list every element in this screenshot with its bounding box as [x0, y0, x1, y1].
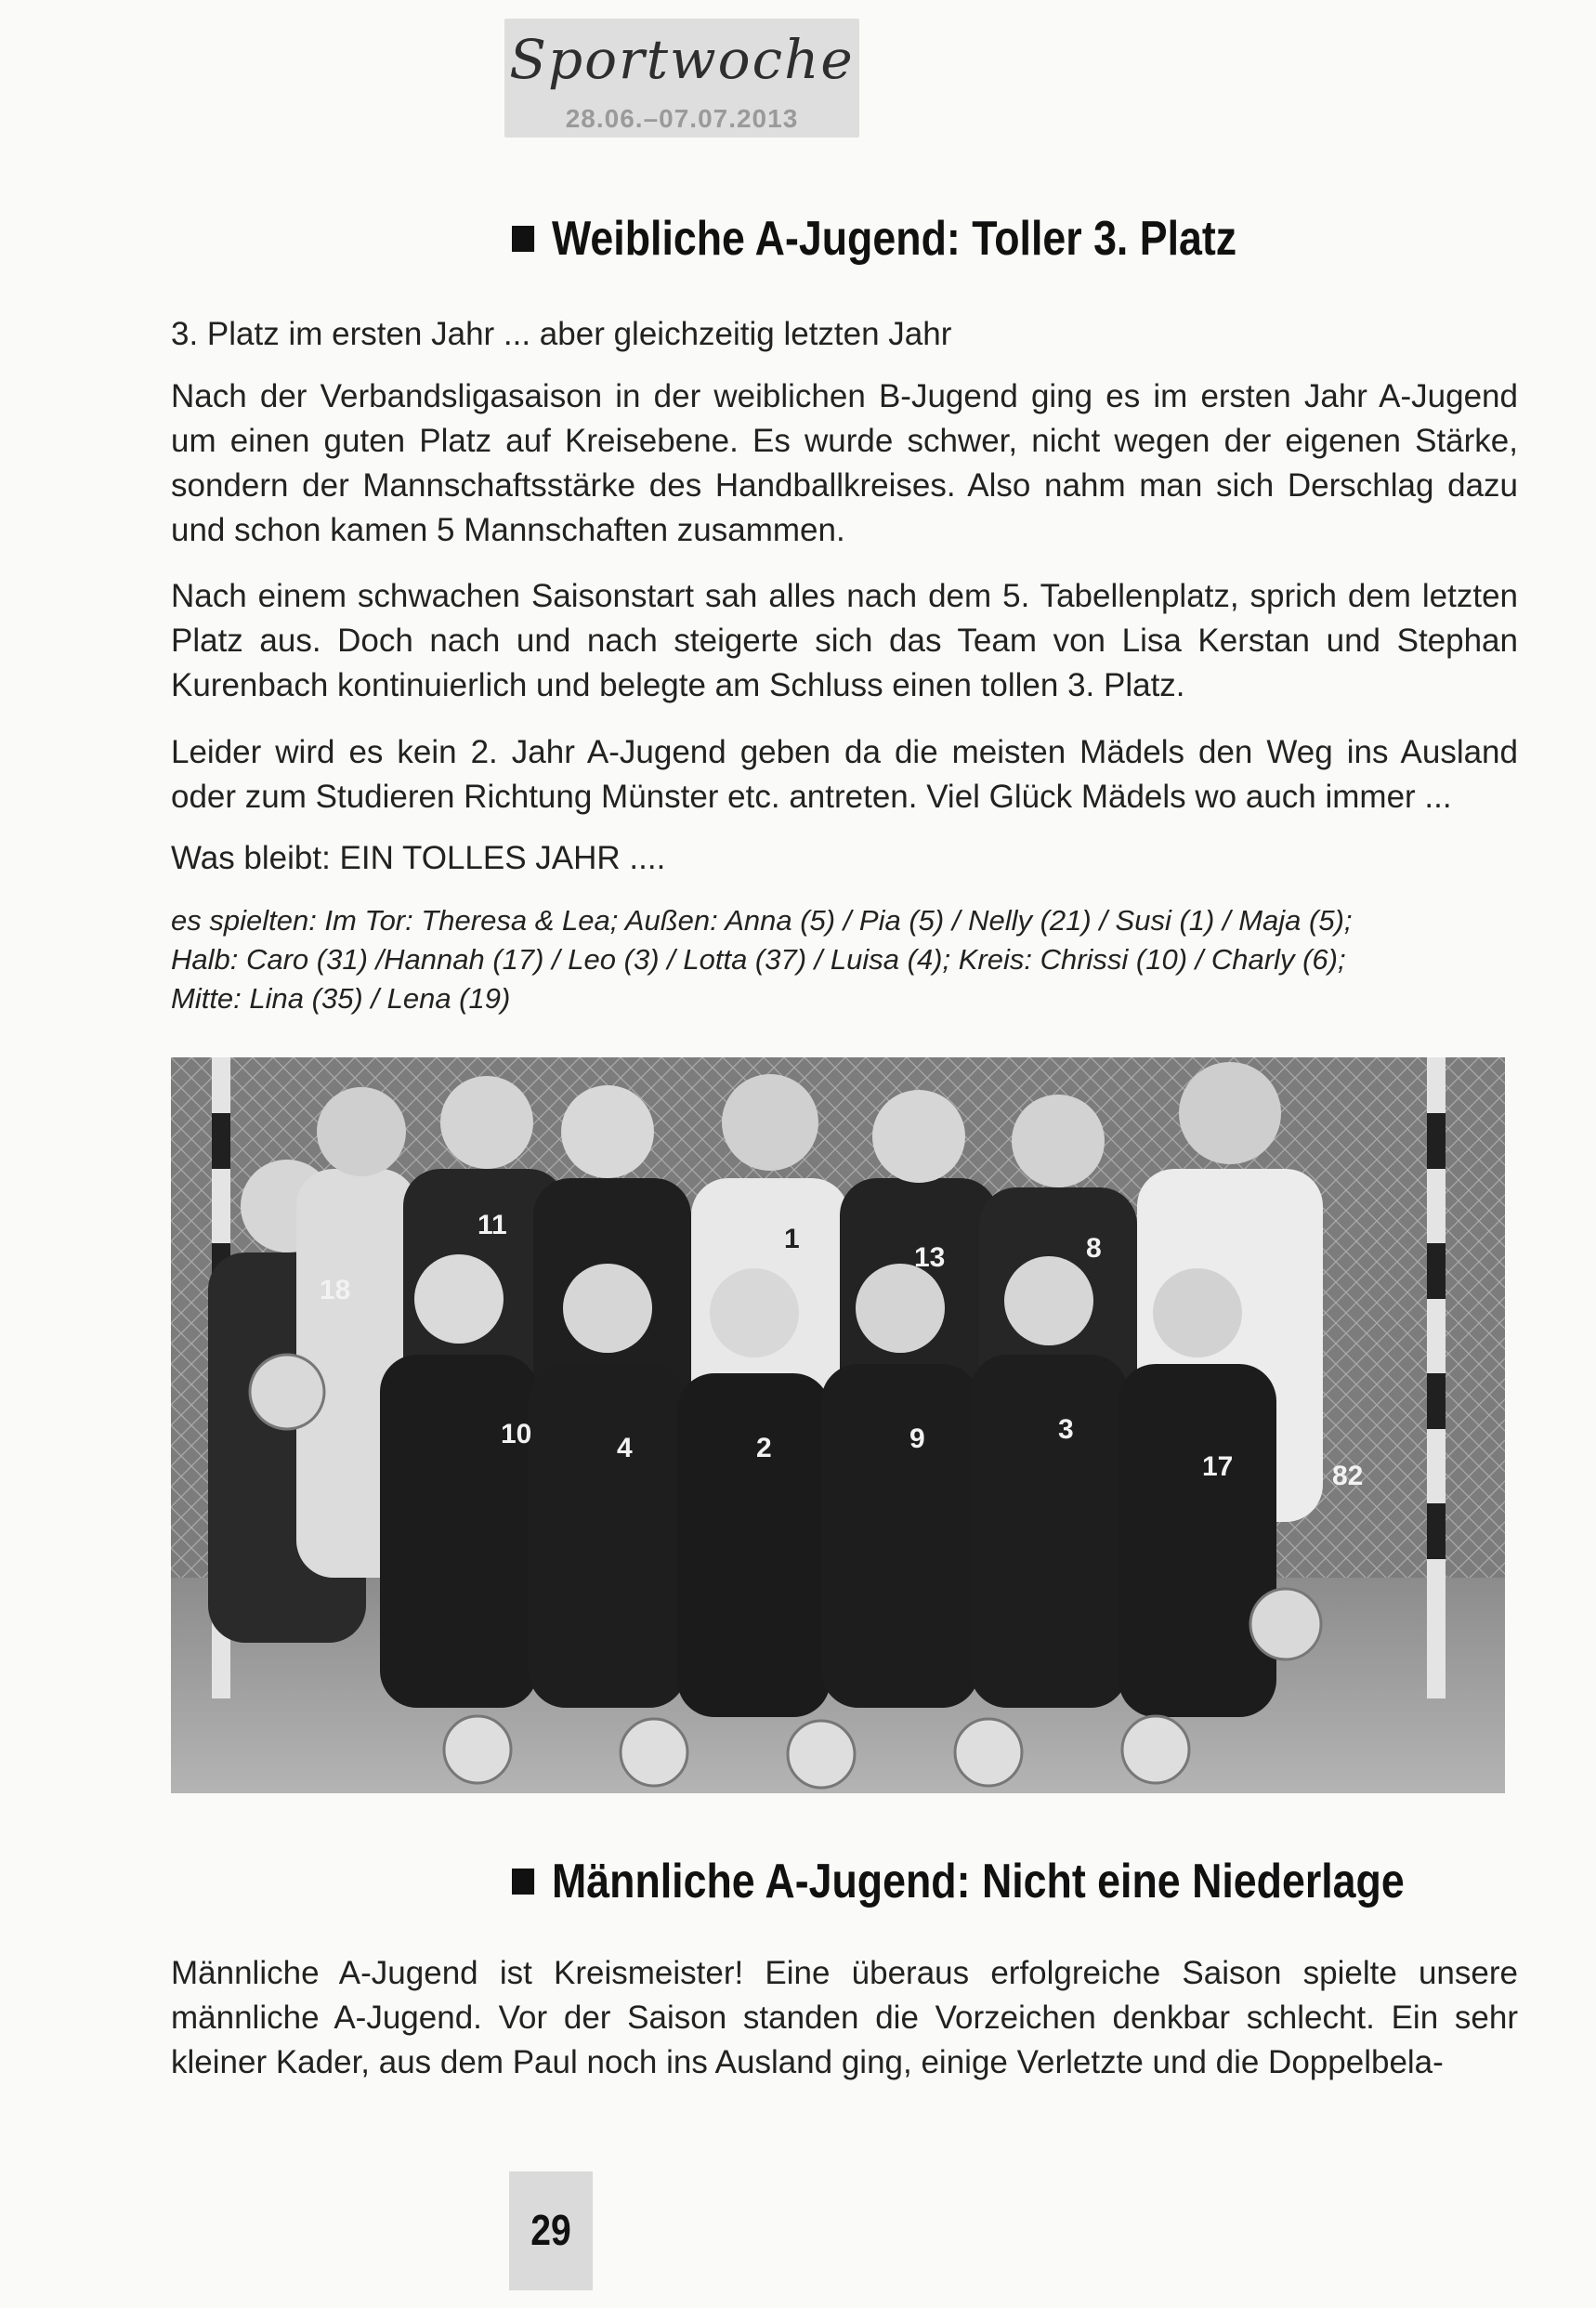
section1-paragraph-3: Leider wird es kein 2. Jahr A-Jugend geben da die meisten Mädels den Weg ins Ausland oder zum Studieren Richtung Münster etc. antreten. Viel Glück Mädels wo auch immer ... — [171, 734, 1518, 815]
section1-paragraph-2: Nach einem schwachen Saisonstart sah alles nach dem 5. Tabellenplatz, sprich dem letzten Platz aus. Doch nach und nach steigerte sich das Team von Lisa Kerstan und Stephan Kurenbach kontinuierlich und belegte am Schluss einen tollen 3. Platz. — [171, 578, 1518, 703]
jersey-number: 8 — [1086, 1233, 1102, 1264]
header-title: Sportwoche — [509, 28, 855, 91]
jersey-number: 17 — [1202, 1451, 1234, 1482]
page-number: 29 — [530, 2206, 571, 2254]
section2-paragraph: Männliche A-Jugend ist Kreismeister! Eine überaus erfolgreiche Saison spielte unsere männliche A-Jugend. Vor der Saison standen die Vorzeichen denkbar schlecht. Ein sehr kleiner Kader, aus dem Paul noch ins Ausland ging, einige Verletzte und die Doppelbela- — [171, 1955, 1518, 2080]
jersey-number: 18 — [320, 1275, 351, 1305]
jersey-number: 11 — [477, 1210, 507, 1240]
jersey-number: 3 — [1058, 1414, 1074, 1445]
roster-line-2: Halb: Caro (31) /Hannah (17) / Leo (3) / Lotta (37) / Luisa (4); Kreis: Chrissi (10) / Charly (6); — [171, 943, 1346, 976]
team-photo-drawing — [171, 1057, 1505, 1793]
jersey-number: 82 — [1332, 1461, 1364, 1491]
square-bullet-icon — [512, 1869, 534, 1895]
section1-subtitle: 3. Platz im ersten Jahr ... aber gleichzeitig letzten Jahr — [171, 316, 952, 352]
section1-heading-text: Weibliche A-Jugend: Toller 3. Platz — [552, 212, 1237, 266]
handball — [1122, 1716, 1189, 1783]
roster-line-1: es spielten: Im Tor: Theresa & Lea; Außen: Anna (5) / Pia (5) / Nelly (21) / Susi (1) / Maja (5); — [171, 904, 1353, 937]
section1-paragraph-1: Nach der Verbandsligasaison in der weiblichen B-Jugend ging es im ersten Jahr A-Jugend um einen guten Platz auf Kreisebene. Es wurde schwer, nicht wegen der eigenen Stärke, sondern der Mannschaftsstärke des Handballkreises. Also nahm man sich Derschlag dazu und schon kamen 5 Mannschaften zusammen. — [171, 378, 1518, 548]
roster-line-3: Mitte: Lina (35) / Lena (19) — [171, 982, 511, 1015]
square-bullet-icon — [512, 226, 534, 252]
team-photo — [171, 1057, 1505, 1793]
handball — [621, 1719, 687, 1786]
section1-heading — [512, 206, 1236, 271]
header-dates: 28.06.–07.07.2013 — [565, 104, 799, 133]
jersey-number: 9 — [909, 1423, 925, 1454]
section1-paragraph-4: Was bleibt: EIN TOLLES JAHR .... — [171, 840, 666, 876]
handball — [250, 1355, 324, 1429]
jersey-number: 1 — [784, 1224, 800, 1254]
jersey-number: 2 — [756, 1433, 772, 1463]
section2-heading — [512, 1849, 1405, 1914]
page-number-box — [509, 2171, 593, 2290]
section2-heading-text: Männliche A-Jugend: Nicht eine Niederlage — [552, 1855, 1405, 1908]
roster — [171, 901, 1518, 1018]
handball — [788, 1721, 855, 1788]
jersey-number: 10 — [501, 1419, 532, 1449]
handball — [1250, 1589, 1321, 1659]
jersey-number: 13 — [914, 1242, 946, 1273]
handball — [955, 1719, 1022, 1786]
handball — [444, 1716, 511, 1783]
jersey-number: 4 — [617, 1433, 633, 1463]
header-banner — [504, 19, 859, 138]
